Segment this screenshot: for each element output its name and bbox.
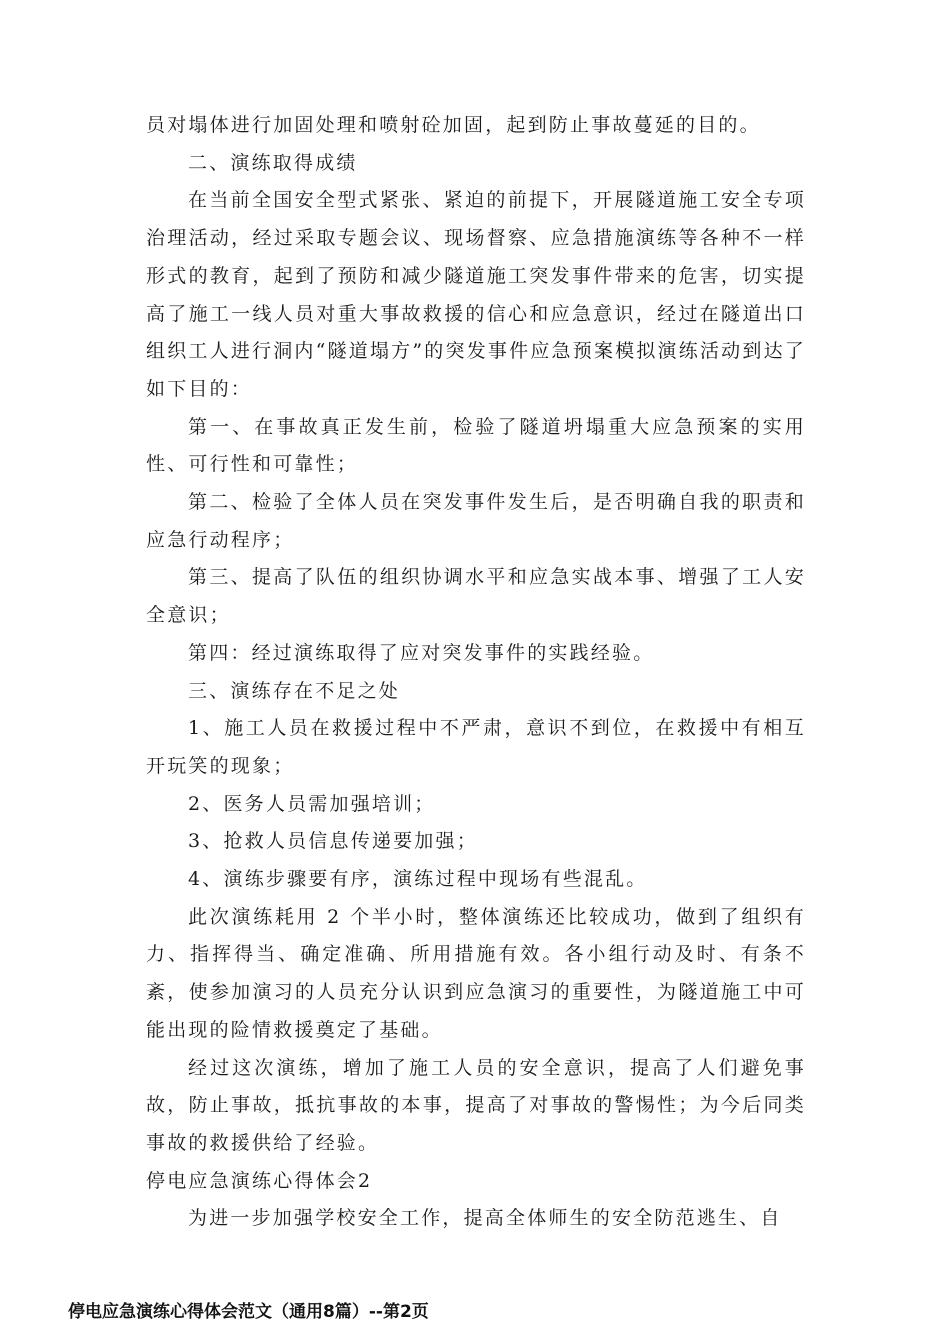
paragraph-6: 第四：经过演练取得了应对突发事件的实践经验。 (188, 641, 655, 664)
document-body (146, 107, 806, 1238)
final-paragraph: 为进一步加强学校安全工作，提高全体师生的安全防范逃生、自 (188, 1207, 782, 1230)
paragraph-3: 第一、在事故真正发生前，检验了隧道坍塌重大应急预案的实用性、可行性和可靠性； (146, 415, 806, 476)
paragraph-8: 1、施工人员在救援过程中不严肃，意识不到位，在救援中有相互开玩笑的现象； (146, 717, 806, 777)
paragraph-13: 经过这次演练，增加了施工人员的安全意识，提高了人们避免事故，防止事故，抵抗事故的本事，提高了对事故的警惕性；为今后同类事故的救援供给了经验。 (146, 1056, 806, 1154)
paragraph-10: 3、抢救人员信息传递要加强； (188, 830, 478, 853)
paragraph-0: 员对塌体进行加固处理和喷射砼加固，起到防止事故蔓延的目的。 (146, 114, 761, 136)
section-title: 停电应急演练心得体会2 (146, 1169, 373, 1192)
heading-achievements: 二、演练取得成绩 (188, 151, 358, 174)
paragraph-9: 2、医务人员需加强培训； (188, 792, 436, 815)
paragraph-11: 4、演练步骤要有序，演练过程中现场有些混乱。 (188, 868, 648, 891)
page-footer: 停电应急演练心得体会范文（通用8篇）--第2页 (68, 1302, 429, 1322)
paragraph-12: 此次演练耗用 2 个半小时，整体演练还比较成功，做到了组织有力、指挥得当、确定准确、所用措施有效。各小组行动及时、有条不紊，使参加演习的人员充分认识到应急演习的重要性，为隧道施工中可能出现的险情救援奠定了基础。 (146, 905, 806, 1041)
paragraph-2: 在当前全国安全型式紧张、紧迫的前提下，开展隧道施工安全专项治理活动，经过采取专题会议、现场督察、应急措施演练等各种不一样形式的教育，起到了预防和减少隧道施工突发事件带来的危害，切实提高了施工一线人员对重大事故救援的信心和应急意识，经过在隧道出口组织工人进行洞内“隧道塌方”的突发事件应急预案模拟演练活动到达了如下目的： (146, 189, 806, 400)
paragraph-4: 第二、检验了全体人员在突发事件发生后，是否明确自我的职责和应急行动程序； (146, 491, 806, 551)
paragraph-5: 第三、提高了队伍的组织协调水平和应急实战本事、增强了工人安全意识； (146, 566, 806, 627)
heading-shortcomings: 三、演练存在不足之处 (188, 679, 401, 702)
